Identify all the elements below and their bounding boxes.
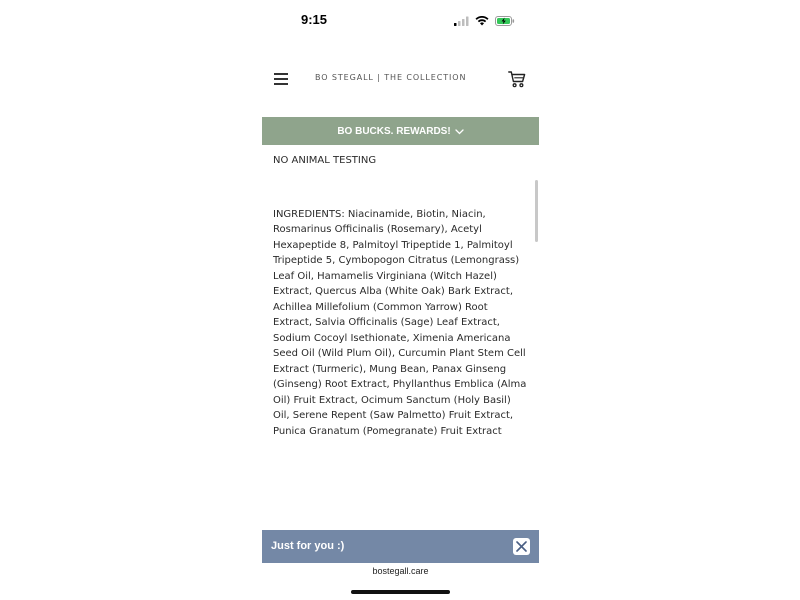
status-icons (454, 13, 515, 31)
hamburger-menu-icon[interactable] (274, 72, 288, 86)
signal-icon (454, 13, 469, 31)
cart-icon[interactable] (508, 70, 526, 88)
url-bar[interactable]: bostegall.care (372, 566, 429, 576)
animal-testing-claim: NO ANIMAL TESTING (273, 155, 377, 166)
phone-screen (262, 0, 539, 600)
status-time: 9:15 (301, 12, 328, 27)
chevron-down-icon (455, 122, 464, 140)
close-icon[interactable] (513, 538, 530, 555)
home-indicator[interactable] (351, 590, 450, 594)
brand-name[interactable]: BO STEGALL | THE COLLECTION (315, 73, 467, 82)
rewards-banner[interactable] (262, 117, 539, 145)
ingredients-list: INGREDIENTS: Niacinamide, Biotin, Niacin, Rosmarinus Officinalis (Rosemary), Acetyl Hexapeptide 8, Palmitoyl Tripeptide 1, Palmitoyl Tripeptide 5, Cymbopogon Citratus (Lemongrass) Leaf Oil, Hamamelis Virginiana (Witch Hazel) Extract, Quercus Alba (White Oak) Bark Extract, Achillea Millefolium (Common Yarrow) Root Extract, Salvia Officinalis (Sage) Leaf Extract, Sodium Cocoyl Isethionate, Ximenia Americana Seed Oil (Wild Plum Oil), Curcumin Plant Stem Cell Extract (Turmeric), Mung Bean, Panax Ginseng (Ginseng) Root Extract, Phyllanthus Emblica (Alma Oil) Fruit Extract, Ocimum Sanctum (Holy Basil) Oil, Serene Repent (Saw Palmetto) Fruit Extract, Punica Granatum (Pomegranate) Fruit Extract (273, 208, 527, 437)
just-for-you-banner[interactable] (262, 530, 539, 563)
scrollbar[interactable] (535, 180, 538, 242)
site-header (262, 60, 539, 98)
product-details (273, 153, 528, 439)
banner-label: Just for you :) (271, 540, 345, 552)
battery-charging-icon (495, 13, 515, 31)
wifi-icon (475, 13, 489, 31)
rewards-label: BO BUCKS. REWARDS! (337, 125, 451, 137)
